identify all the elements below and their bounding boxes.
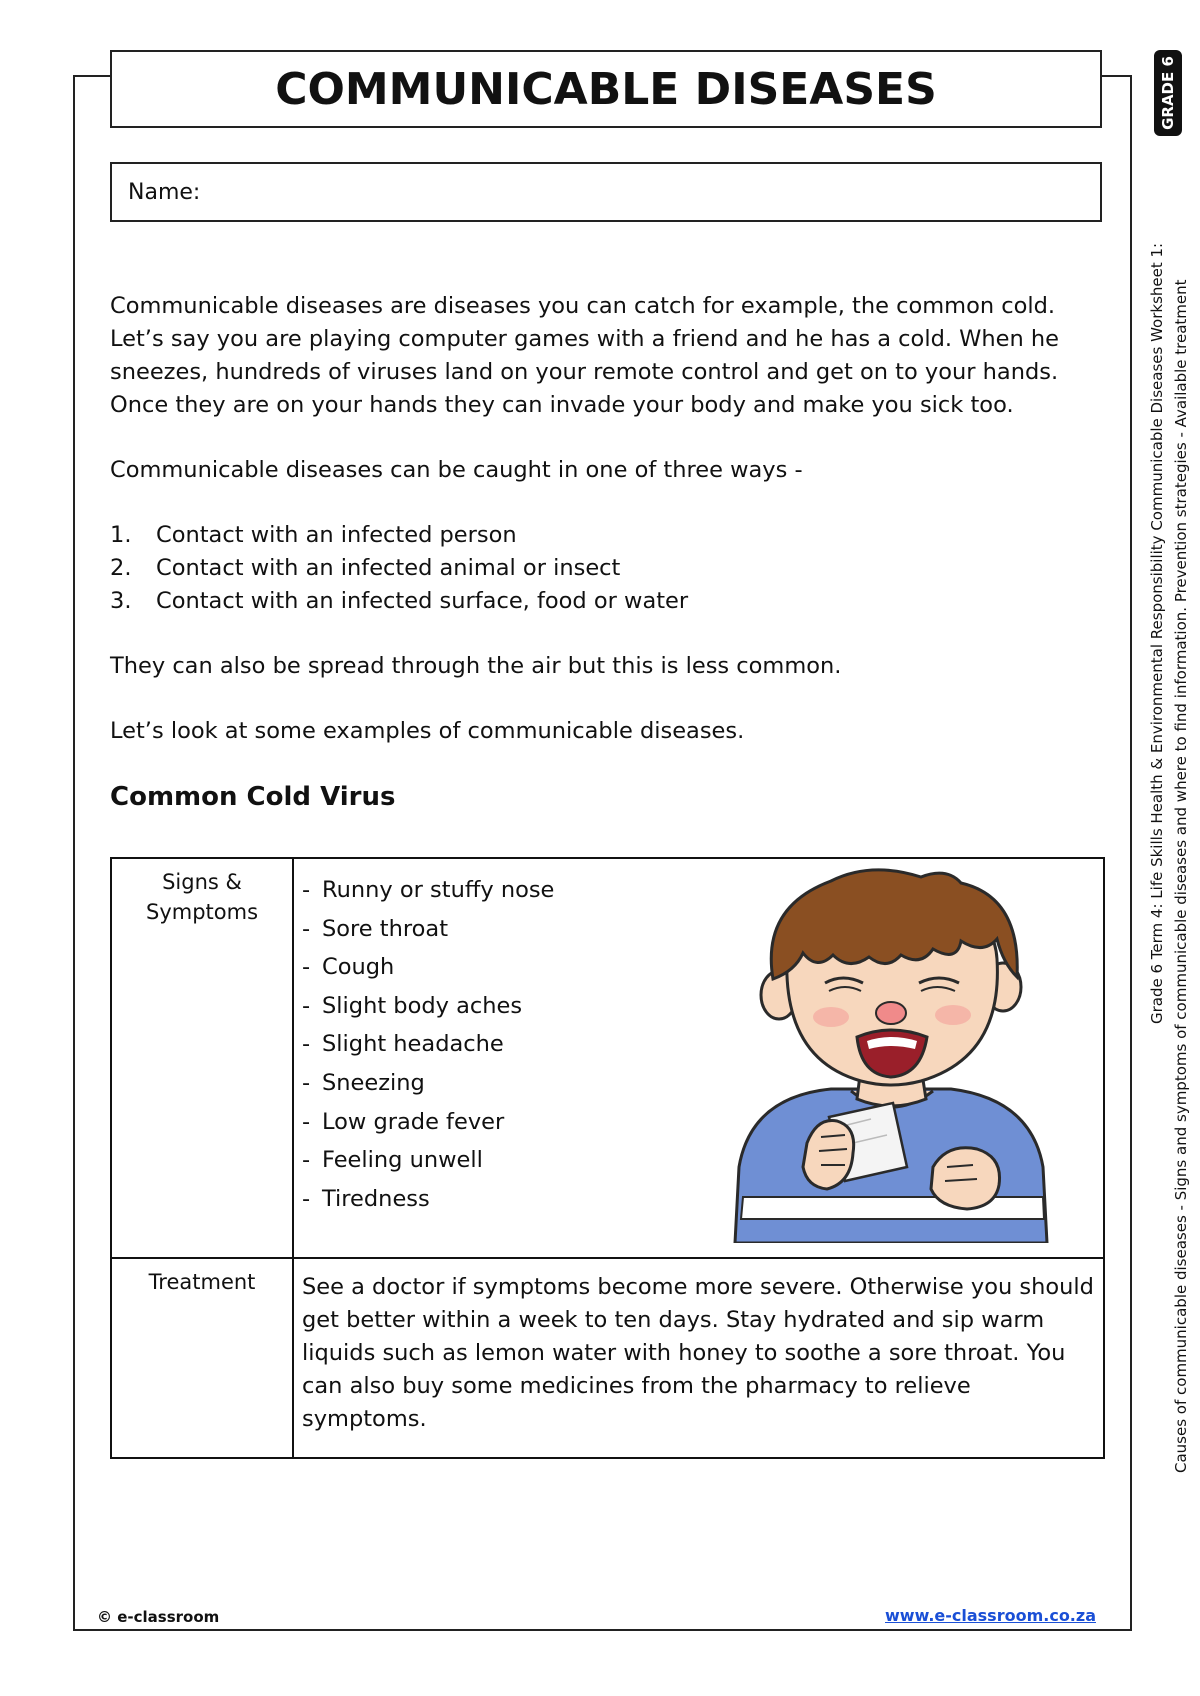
symptom-text: Feeling unwell bbox=[322, 1147, 483, 1174]
symptom-text: Tiredness bbox=[322, 1185, 430, 1212]
symptom-text: Low grade fever bbox=[322, 1108, 505, 1135]
dash: - bbox=[302, 915, 311, 942]
list-item bbox=[110, 519, 1105, 552]
ways-intro: Communicable diseases can be caught in one of three ways - bbox=[110, 457, 803, 483]
title-box bbox=[110, 50, 1102, 128]
list-number: 2. bbox=[110, 555, 132, 581]
air-paragraph: They can also be spread through the air but this is less common. bbox=[110, 653, 842, 679]
dash: - bbox=[302, 1185, 311, 1212]
list-text: Contact with an infected surface, food or water bbox=[156, 588, 689, 614]
list-number: 1. bbox=[110, 522, 132, 548]
dash: - bbox=[302, 1147, 311, 1174]
dash: - bbox=[302, 992, 311, 1019]
ways-list bbox=[110, 519, 1105, 618]
signs-label: Signs & Symptoms bbox=[145, 870, 259, 924]
table-row bbox=[111, 1258, 1104, 1458]
table-row bbox=[111, 858, 1104, 1258]
cold-info-table bbox=[110, 857, 1105, 1459]
sidebar-curriculum-line: Grade 6 Term 4: Life Skills Health & Environmental Responsibility Communicable Diseases Worksheet 1: bbox=[1148, 242, 1166, 1024]
treatment-cell bbox=[293, 1258, 1104, 1458]
symptom-text: Sore throat bbox=[322, 915, 449, 942]
symptom-text: Slight headache bbox=[322, 1031, 504, 1058]
list-text: Contact with an infected animal or insect bbox=[156, 555, 621, 581]
intro-paragraph: Communicable diseases are diseases you can catch for example, the common cold. Let’s say you are playing computer games with a friend and he has a cold. When he sneezes, hundreds of viruses land on your remote control and get on to your hands. Once they are on your hands they can invade your body and make you sick too. bbox=[110, 293, 1060, 418]
dash: - bbox=[302, 1031, 311, 1058]
list-text: Contact with an infected person bbox=[156, 522, 517, 548]
list-item bbox=[110, 585, 1105, 618]
treatment-label: Treatment bbox=[148, 1270, 256, 1294]
treatment-label-cell bbox=[111, 1258, 293, 1458]
grade-badge-label: GRADE 6 bbox=[1159, 56, 1178, 130]
name-field[interactable] bbox=[110, 162, 1102, 222]
name-label: Name: bbox=[128, 179, 201, 205]
section-heading: Common Cold Virus bbox=[110, 782, 396, 812]
worksheet-content bbox=[110, 290, 1105, 854]
list-number: 3. bbox=[110, 588, 132, 614]
sneezing-boy-illustration bbox=[721, 867, 1061, 1243]
grade-badge bbox=[1154, 50, 1182, 136]
copyright-text: © e-classroom bbox=[97, 1608, 220, 1626]
dash: - bbox=[302, 1108, 311, 1135]
symptom-text: Slight body aches bbox=[322, 992, 523, 1019]
examples-paragraph: Let’s look at some examples of communicable diseases. bbox=[110, 718, 745, 744]
signs-label-cell bbox=[111, 858, 293, 1258]
website-link[interactable]: www.e-classroom.co.za bbox=[885, 1606, 1096, 1625]
dash: - bbox=[302, 1069, 311, 1096]
symptoms-cell bbox=[293, 858, 1104, 1258]
sidebar-topics-line: Causes of communicable diseases - Signs and symptoms of communicable diseases and where to find information. Prevention strategies - Available treatment bbox=[1172, 279, 1190, 1473]
dash: - bbox=[302, 954, 311, 981]
symptom-text: Cough bbox=[322, 954, 395, 981]
page-title: COMMUNICABLE DISEASES bbox=[275, 63, 937, 115]
symptom-text: Sneezing bbox=[322, 1069, 425, 1096]
symptom-text: Runny or stuffy nose bbox=[322, 877, 555, 903]
list-item bbox=[110, 552, 1105, 585]
dash: - bbox=[302, 877, 311, 903]
treatment-text: See a doctor if symptoms become more severe. Otherwise you should get better within a week to ten days. Stay hydrated and sip warm liquids such as lemon water with honey to soothe a sore throat. You can also buy some medicines from the pharmacy to relieve symptoms. bbox=[302, 1274, 1094, 1432]
